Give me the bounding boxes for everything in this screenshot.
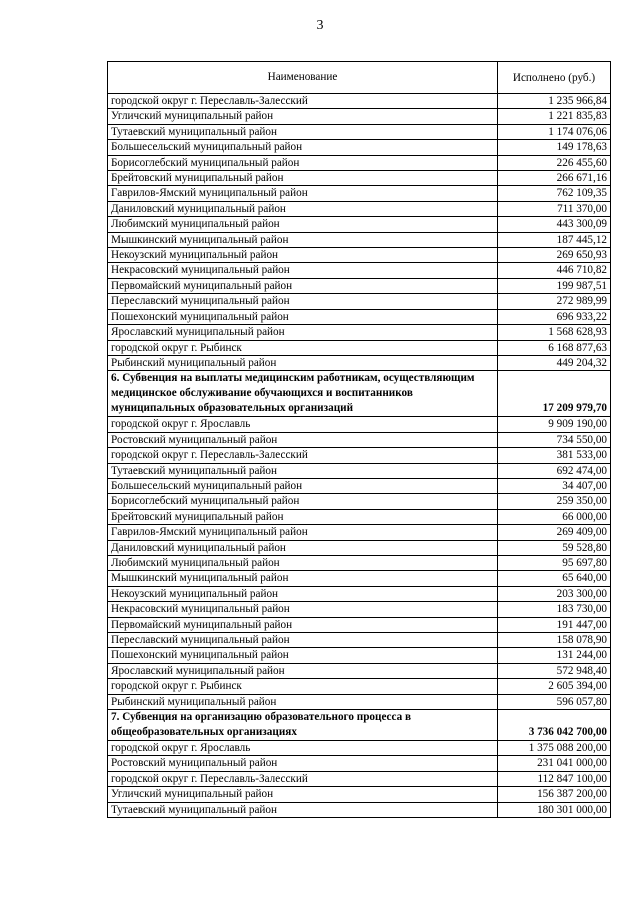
row-amount: 149 178,63 bbox=[498, 140, 611, 155]
table-row bbox=[108, 648, 611, 663]
row-amount: 112 847 100,00 bbox=[498, 771, 611, 786]
table-row bbox=[108, 201, 611, 216]
row-name: Рыбинский муниципальный район bbox=[108, 694, 498, 709]
row-amount: 231 041 000,00 bbox=[498, 756, 611, 771]
row-name: Любимский муниципальный район bbox=[108, 217, 498, 232]
row-name: Даниловский муниципальный район bbox=[108, 201, 498, 216]
row-name: Некрасовский муниципальный район bbox=[108, 602, 498, 617]
table-row bbox=[108, 478, 611, 493]
table-row bbox=[108, 432, 611, 447]
row-name: Брейтовский муниципальный район bbox=[108, 171, 498, 186]
row-amount: 449 204,32 bbox=[498, 355, 611, 370]
header-name: Наименование bbox=[108, 62, 498, 94]
section-title: 7. Субвенция на организацию образовательного процесса в общеобразовательных организациях bbox=[108, 710, 498, 741]
row-name: городской округ г. Переславль-Залесский bbox=[108, 771, 498, 786]
row-amount: 203 300,00 bbox=[498, 586, 611, 601]
section-title: 6. Субвенция на выплаты медицинским работникам, осуществляющим медицинское обслуживание обучающихся и воспитанников муниципальных образовательных организаций bbox=[108, 371, 498, 417]
table-row bbox=[108, 756, 611, 771]
row-name: Ростовский муниципальный район bbox=[108, 432, 498, 447]
table-row bbox=[108, 232, 611, 247]
row-amount: 269 650,93 bbox=[498, 248, 611, 263]
row-name: Борисоглебский муниципальный район bbox=[108, 494, 498, 509]
row-name: Большесельский муниципальный район bbox=[108, 140, 498, 155]
row-amount: 734 550,00 bbox=[498, 432, 611, 447]
row-name: Мышкинский муниципальный район bbox=[108, 571, 498, 586]
row-amount: 180 301 000,00 bbox=[498, 802, 611, 817]
row-amount: 259 350,00 bbox=[498, 494, 611, 509]
row-name: Первомайский муниципальный район bbox=[108, 617, 498, 632]
table-row bbox=[108, 109, 611, 124]
table-row bbox=[108, 417, 611, 432]
section-row bbox=[108, 371, 611, 417]
row-amount: 596 057,80 bbox=[498, 694, 611, 709]
table-row bbox=[108, 448, 611, 463]
row-name: городской округ г. Переславль-Залесский bbox=[108, 448, 498, 463]
table-row bbox=[108, 787, 611, 802]
table-body bbox=[108, 94, 611, 818]
table-row bbox=[108, 663, 611, 678]
table-row bbox=[108, 679, 611, 694]
row-amount: 187 445,12 bbox=[498, 232, 611, 247]
table-row bbox=[108, 694, 611, 709]
table-row bbox=[108, 186, 611, 201]
section-total: 3 736 042 700,00 bbox=[498, 710, 611, 741]
table-row bbox=[108, 263, 611, 278]
table-row bbox=[108, 802, 611, 817]
table-row bbox=[108, 586, 611, 601]
row-amount: 226 455,60 bbox=[498, 155, 611, 170]
table-row bbox=[108, 248, 611, 263]
table-row bbox=[108, 355, 611, 370]
table-row bbox=[108, 340, 611, 355]
table-row bbox=[108, 509, 611, 524]
row-name: Тутаевский муниципальный район bbox=[108, 802, 498, 817]
row-name: Переславский муниципальный район bbox=[108, 633, 498, 648]
row-amount: 191 447,00 bbox=[498, 617, 611, 632]
row-name: городской округ г. Ярославль bbox=[108, 741, 498, 756]
row-name: Гаврилов-Ямский муниципальный район bbox=[108, 525, 498, 540]
table-row bbox=[108, 217, 611, 232]
table-row bbox=[108, 94, 611, 109]
table-header-row bbox=[108, 62, 611, 94]
row-amount: 59 528,80 bbox=[498, 540, 611, 555]
page-number: 3 bbox=[316, 18, 324, 33]
row-name: Борисоглебский муниципальный район bbox=[108, 155, 498, 170]
header-amount: Исполнено (руб.) bbox=[498, 62, 611, 94]
row-name: Ростовский муниципальный район bbox=[108, 756, 498, 771]
row-name: Тутаевский муниципальный район bbox=[108, 124, 498, 139]
row-amount: 65 640,00 bbox=[498, 571, 611, 586]
row-amount: 1 375 088 200,00 bbox=[498, 741, 611, 756]
table-row bbox=[108, 525, 611, 540]
table-row bbox=[108, 633, 611, 648]
row-amount: 158 078,90 bbox=[498, 633, 611, 648]
row-amount: 696 933,22 bbox=[498, 309, 611, 324]
table-row bbox=[108, 171, 611, 186]
table-row bbox=[108, 741, 611, 756]
row-amount: 443 300,09 bbox=[498, 217, 611, 232]
table-row bbox=[108, 140, 611, 155]
report-table bbox=[107, 61, 611, 818]
row-amount: 266 671,16 bbox=[498, 171, 611, 186]
row-amount: 156 387 200,00 bbox=[498, 787, 611, 802]
table-row bbox=[108, 494, 611, 509]
row-amount: 66 000,00 bbox=[498, 509, 611, 524]
table-row bbox=[108, 571, 611, 586]
row-name: Некрасовский муниципальный район bbox=[108, 263, 498, 278]
row-amount: 183 730,00 bbox=[498, 602, 611, 617]
table-row bbox=[108, 124, 611, 139]
row-name: Ярославский муниципальный район bbox=[108, 663, 498, 678]
section-row bbox=[108, 710, 611, 741]
row-amount: 2 605 394,00 bbox=[498, 679, 611, 694]
row-amount: 199 987,51 bbox=[498, 278, 611, 293]
row-amount: 711 370,00 bbox=[498, 201, 611, 216]
row-name: Даниловский муниципальный район bbox=[108, 540, 498, 555]
table-row bbox=[108, 540, 611, 555]
row-amount: 269 409,00 bbox=[498, 525, 611, 540]
row-amount: 9 909 190,00 bbox=[498, 417, 611, 432]
row-name: Большесельский муниципальный район bbox=[108, 478, 498, 493]
row-amount: 131 244,00 bbox=[498, 648, 611, 663]
row-amount: 762 109,35 bbox=[498, 186, 611, 201]
row-amount: 1 568 628,93 bbox=[498, 325, 611, 340]
table-row bbox=[108, 278, 611, 293]
row-name: Любимский муниципальный район bbox=[108, 555, 498, 570]
row-amount: 692 474,00 bbox=[498, 463, 611, 478]
row-name: Переславский муниципальный район bbox=[108, 294, 498, 309]
row-amount: 272 989,99 bbox=[498, 294, 611, 309]
table-row bbox=[108, 325, 611, 340]
row-amount: 381 533,00 bbox=[498, 448, 611, 463]
table-row bbox=[108, 617, 611, 632]
row-name: Угличский муниципальный район bbox=[108, 787, 498, 802]
row-name: городской округ г. Переславль-Залесский bbox=[108, 94, 498, 109]
row-name: Некоузский муниципальный район bbox=[108, 248, 498, 263]
row-name: Рыбинский муниципальный район bbox=[108, 355, 498, 370]
table-row bbox=[108, 309, 611, 324]
row-name: Первомайский муниципальный район bbox=[108, 278, 498, 293]
table-row bbox=[108, 155, 611, 170]
row-amount: 1 235 966,84 bbox=[498, 94, 611, 109]
row-amount: 34 407,00 bbox=[498, 478, 611, 493]
row-name: Брейтовский муниципальный район bbox=[108, 509, 498, 524]
row-amount: 95 697,80 bbox=[498, 555, 611, 570]
row-name: Пошехонский муниципальный район bbox=[108, 648, 498, 663]
row-name: Мышкинский муниципальный район bbox=[108, 232, 498, 247]
row-name: Некоузский муниципальный район bbox=[108, 586, 498, 601]
row-name: городской округ г. Ярославль bbox=[108, 417, 498, 432]
row-name: Угличский муниципальный район bbox=[108, 109, 498, 124]
row-amount: 1 174 076,06 bbox=[498, 124, 611, 139]
row-amount: 572 948,40 bbox=[498, 663, 611, 678]
table-row bbox=[108, 602, 611, 617]
row-amount: 446 710,82 bbox=[498, 263, 611, 278]
row-name: Ярославский муниципальный район bbox=[108, 325, 498, 340]
row-name: Тутаевский муниципальный район bbox=[108, 463, 498, 478]
row-name: городской округ г. Рыбинск bbox=[108, 679, 498, 694]
table-row bbox=[108, 771, 611, 786]
section-total: 17 209 979,70 bbox=[498, 371, 611, 417]
row-name: Гаврилов-Ямский муниципальный район bbox=[108, 186, 498, 201]
row-name: городской округ г. Рыбинск bbox=[108, 340, 498, 355]
table-row bbox=[108, 555, 611, 570]
table-row bbox=[108, 463, 611, 478]
row-amount: 1 221 835,83 bbox=[498, 109, 611, 124]
row-name: Пошехонский муниципальный район bbox=[108, 309, 498, 324]
table-row bbox=[108, 294, 611, 309]
row-amount: 6 168 877,63 bbox=[498, 340, 611, 355]
